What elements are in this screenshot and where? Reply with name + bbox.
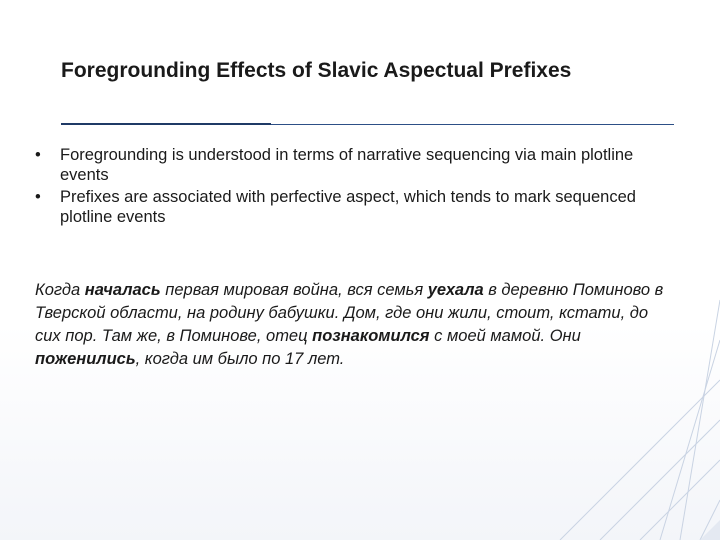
title-underline-light — [271, 124, 674, 125]
example-text: с моей мамой. Они — [429, 327, 581, 345]
decor-line-2 — [600, 420, 720, 540]
example-verb-highlight: поженились — [35, 350, 136, 368]
example-text: первая мировая война, вся семья — [160, 281, 428, 299]
decor-line-4 — [680, 300, 720, 540]
example-text: , когда им было по 17 лет. — [135, 350, 345, 368]
bullet-text: Foregrounding is understood in terms of narrative sequencing via main plotline events — [60, 146, 634, 184]
bullet-text: Prefixes are associated with perfective aspect, which tends to mark sequenced plotline events — [60, 188, 636, 226]
example-verb-highlight: уехала — [427, 281, 484, 299]
bullet-marker: • — [35, 146, 41, 164]
bullet-item — [35, 187, 675, 227]
bullet-item — [35, 145, 675, 185]
bullet-list — [35, 145, 675, 229]
example-paragraph — [35, 279, 675, 371]
example-verb-highlight: началась — [84, 281, 161, 299]
example-text: Когда — [35, 281, 85, 299]
decor-corner-fill — [700, 520, 720, 540]
example-verb-highlight: познакомился — [312, 327, 430, 345]
bullet-marker: • — [35, 188, 41, 206]
example-text: в деревню Поминово в Тверской области, на родину бабушки. Дом, где они жили, стоит, кстати, до сих пор. Там же, в Поминове, отец — [35, 281, 664, 345]
decor-line-1 — [560, 380, 720, 540]
slide-title: Foregrounding Effects of Slavic Aspectual Prefixes — [61, 59, 572, 82]
title-underline-dark — [61, 123, 271, 125]
